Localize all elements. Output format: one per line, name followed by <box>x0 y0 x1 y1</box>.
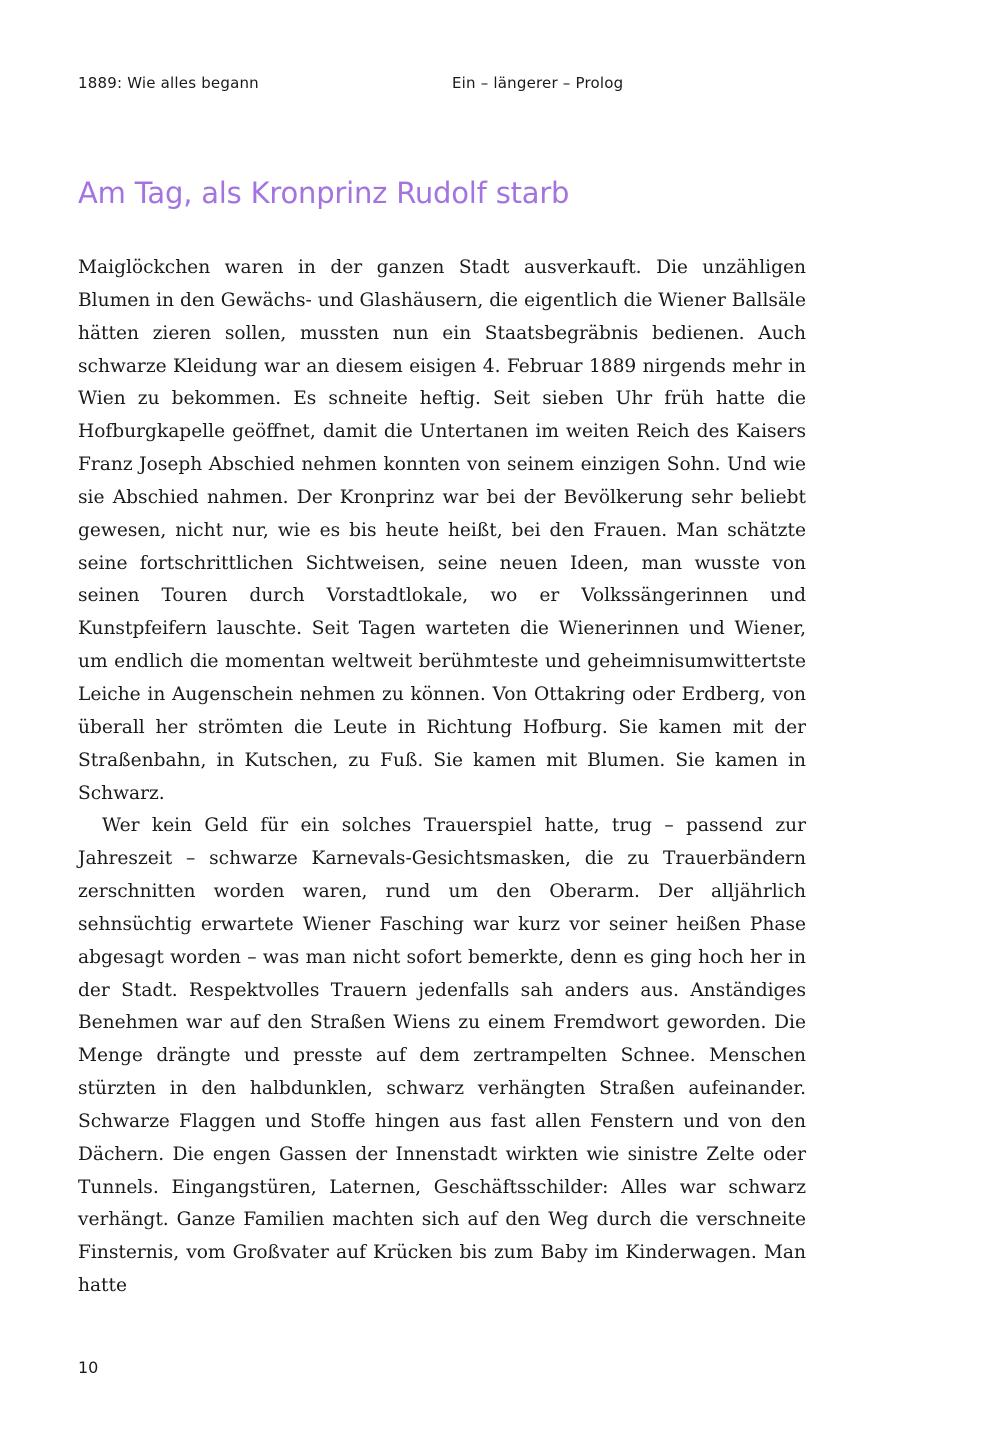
body-text <box>78 252 806 1303</box>
page-number: 10 <box>78 1358 99 1377</box>
paragraph-2: Wer kein Geld für ein solches Trauerspiel hatte, trug – passend zur Jahreszeit – schwarze Karnevals-Gesichtsmasken, die zu Trauerbändern zerschnitten worden waren, rund um den Oberarm. Der alljährlich sehnsüchtig erwartete Wiener Fasching war kurz vor seiner heißen Phase abgesagt worden – was man nicht sofort bemerkte, denn es ging hoch her in der Stadt. Respektvolles Trauern jedenfalls sah anders aus. Anständiges Benehmen war auf den Straßen Wiens zu einem Fremdwort geworden. Die Menge drängte und presste auf dem zertrampelten Schnee. Menschen stürzten in den halbdunklen, schwarz verhängten Straßen aufeinander. Schwarze Flaggen und Stoffe hingen aus fast allen Fenstern und von den Dächern. Die engen Gassen der Innenstadt wirkten wie sinistre Zelte oder Tunnels. Eingangstüren, Laternen, Geschäftsschilder: Alles war schwarz verhängt. Ganze Familien machten sich auf den Weg durch die verschneite Finsternis, vom Großvater auf Krücken bis zum Baby im Kinderwagen. Man hatte <box>78 815 806 1297</box>
chapter-title: Am Tag, als Kronprinz Rudolf starb <box>78 176 570 210</box>
running-head-section: 1889: Wie alles begann <box>78 74 259 92</box>
paragraph-1: Maiglöckchen waren in der ganzen Stadt ausverkauft. Die unzähligen Blumen in den Gewächs- und Glashäusern, die eigentlich die Wiener Ballsäle hätten zieren sollen, mussten nun ein Staatsbegräbnis bedienen. Auch schwarze Kleidung war an diesem eisigen 4. Februar 1889 nirgends mehr in Wien zu bekommen. Es schneite heftig. Seit sieben Uhr früh hatte die Hofburgkapelle geöffnet, damit die Untertanen im weiten Reich des Kaisers Franz Joseph Abschied nehmen konnten von seinem einzigen Sohn. Und wie sie Abschied nahmen. Der Kronprinz war bei der Bevölkerung sehr beliebt gewesen, nicht nur, wie es bis heute heißt, bei den Frauen. Man schätzte seine fortschrittlichen Sichtweisen, seine neuen Ideen, man wusste von seinen Touren durch Vorstadtlokale, wo er Volkssängerinnen und Kunstpfeifern lauschte. Seit Tagen warteten die Wienerinnen und Wiener, um endlich die momentan weltweit berühmteste und geheimnisumwittertste Leiche in Augenschein nehmen zu können. Von Ottakring oder Erdberg, von überall her strömten die Leute in Richtung Hofburg. Sie kamen mit der Straßenbahn, in Kutschen, zu Fuß. Sie kamen mit Blumen. Sie kamen in Schwarz. <box>78 257 806 804</box>
running-head-chapter: Ein – längerer – Prolog <box>452 74 624 92</box>
